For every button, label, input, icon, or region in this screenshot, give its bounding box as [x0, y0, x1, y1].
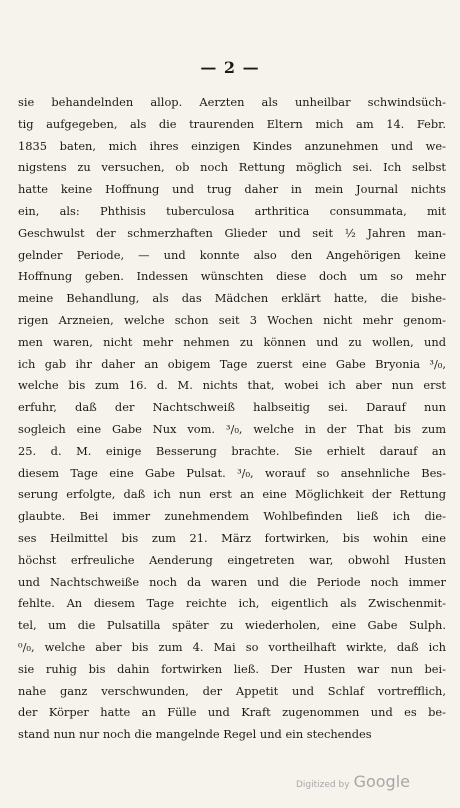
- text-line: fehlte. An diesem Tage reichte ich, eigentlich als Zwischenmit-: [18, 596, 446, 611]
- text-line: diesem Tage eine Gabe Pulsat. ³/₀, worauf so ansehnliche Bes-: [18, 465, 446, 480]
- page-number-header: — 2 —: [200, 58, 260, 77]
- text-line: nigstens zu versuchen, ob noch Rettung möglich sei. Ich selbst: [18, 160, 446, 175]
- text-line: glaubte. Bei immer zunehmendem Wohlbefinden ließ ich die-: [18, 509, 446, 524]
- text-line: ses Heilmittel bis zum 21. März fortwirken, bis wohin eine: [18, 530, 446, 545]
- text-line: sogleich eine Gabe Nux vom. ³/₀, welche in der That bis zum: [18, 421, 446, 436]
- text-line: sie ruhig bis dahin fortwirken ließ. Der Husten war nun bei-: [18, 661, 446, 676]
- text-line: ich gab ihr daher an obigem Tage zuerst eine Gabe Bryonia ³/₀,: [18, 356, 446, 371]
- text-line: sie behandelnden allop. Aerzten als unheilbar schwindsüch-: [18, 95, 446, 109]
- text-line: men waren, nicht mehr nehmen zu können und zu wollen, und: [18, 334, 446, 349]
- text-line: gelnder Periode, — und konnte also den Angehörigen keine: [18, 247, 446, 262]
- text-line: 25. d. M. einige Besserung brachte. Sie erhielt darauf an: [18, 443, 446, 458]
- text-line: welche bis zum 16. d. M. nichts that, wobei ich aber nun erst: [18, 378, 446, 393]
- text-line: der Körper hatte an Fülle und Kraft zugenommen und es be-: [18, 705, 446, 720]
- text-line: höchst erfreuliche Aenderung eingetreten war, obwohl Husten: [18, 552, 446, 567]
- text-line: serung erfolgte, daß ich nun erst an eine Möglichkeit der Rettung: [18, 487, 446, 502]
- text-line: Geschwulst der schmerzhaften Glieder und seit ½ Jahren man-: [18, 225, 446, 240]
- text-line: nahe ganz verschwunden, der Appetit und Schlaf vortrefflich,: [18, 683, 446, 698]
- text-line: ein, als: Phthisis tuberculosa arthritica consummata, mit: [18, 203, 446, 218]
- text-line: 1835 baten, mich ihres einzigen Kindes anzunehmen und we-: [18, 138, 446, 153]
- text-line: tel, um die Pulsatilla später zu wiederholen, eine Gabe Sulph.: [18, 618, 446, 633]
- text-line: stand nun nur noch die mangelnde Regel und ein stechendes: [18, 727, 372, 742]
- text-line: tig aufgegeben, als die traurenden Eltern mich am 14. Febr.: [18, 116, 446, 131]
- watermark-prefix: Digitized by: [296, 780, 350, 790]
- body-text: [18, 92, 446, 746]
- google-logo: Google: [353, 772, 410, 791]
- text-line: hatte keine Hoffnung und trug daher in mein Journal nichts: [18, 182, 446, 197]
- text-line: und Nachtschweiße noch da waren und die Periode noch immer: [18, 574, 446, 589]
- text-line: erfuhr, daß der Nachtschweiß halbseitig sei. Darauf nun: [18, 400, 446, 415]
- text-line: rigen Arzneien, welche schon seit 3 Wochen nicht mehr genom-: [18, 312, 446, 327]
- digitized-by-google-watermark: [296, 772, 410, 791]
- text-line: meine Behandlung, als das Mädchen erklärt hatte, die bishe-: [18, 291, 446, 306]
- text-line: ⁰/₀, welche aber bis zum 4. Mai so vortheilhaft wirkte, daß ich: [18, 639, 446, 654]
- text-line: Hoffnung geben. Indessen wünschten diese doch um so mehr: [18, 269, 446, 284]
